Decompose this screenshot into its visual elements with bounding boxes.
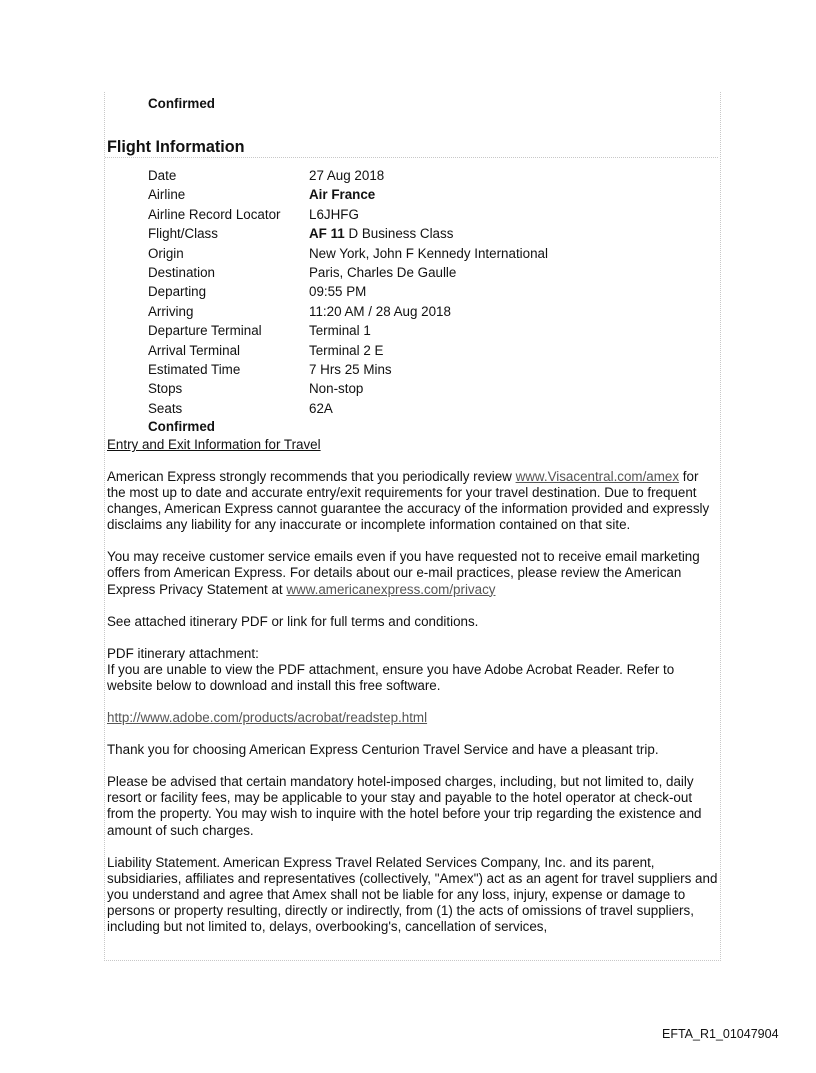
detail-value-stops: Non-stop — [309, 381, 364, 397]
detail-label: Arrival Terminal — [148, 342, 241, 358]
detail-label: Estimated Time — [148, 362, 241, 378]
itinerary-note: See attached itinerary PDF or link for full terms and conditions. — [107, 613, 479, 629]
detail-row-record-locator — [148, 205, 548, 224]
visacentral-link[interactable]: www.Visacentral.com/amex — [515, 469, 680, 484]
adobe-download-link[interactable]: http://www.adobe.com/products/acrobat/readstep.html — [107, 710, 428, 726]
travel-class: D Business Class — [344, 226, 454, 242]
detail-row-airline — [148, 185, 548, 204]
detail-row-seats — [148, 399, 548, 418]
detail-row-flight-class — [148, 224, 548, 243]
detail-value-departing: 09:55 PM — [309, 284, 367, 300]
privacy-paragraph — [107, 549, 719, 597]
detail-row-departure-terminal — [148, 321, 548, 340]
detail-value-destination: Paris, Charles De Gaulle — [309, 265, 457, 281]
detail-row-destination — [148, 263, 548, 282]
detail-value-arrival-terminal: Terminal 2 E — [309, 342, 384, 358]
privacy-link[interactable]: www.americanexpress.com/privacy — [286, 581, 496, 597]
detail-value-seats: 62A — [309, 400, 333, 416]
pdf-text: If you are unable to view the PDF attachment, ensure you have Adobe Acrobat Reader. Refer to website below to download and install this free software. — [107, 661, 675, 693]
pdf-heading: PDF itinerary attachment: — [107, 645, 259, 661]
detail-value-departure-terminal: Terminal 1 — [309, 323, 371, 339]
detail-label: Departure Terminal — [148, 323, 262, 339]
detail-label: Flight/Class — [148, 226, 218, 242]
privacy-text: You may receive customer service emails even if you have requested not to receive email marketing offers from American Express. For details about our e-mail practices, please review the American Express Privacy Statement at — [107, 549, 700, 597]
flight-information-title: Flight Information — [107, 138, 245, 156]
detail-label: Departing — [148, 284, 207, 300]
detail-value-airline: Air France — [309, 187, 376, 203]
section-divider — [105, 157, 718, 158]
detail-value-flight-class — [309, 224, 548, 243]
detail-label: Airline Record Locator — [148, 206, 281, 222]
detail-row-date — [148, 166, 548, 185]
detail-label: Stops — [148, 381, 183, 397]
detail-value-arriving: 11:20 AM / 28 Aug 2018 — [309, 303, 451, 319]
entry-exit-heading: Entry and Exit Information for Travel — [107, 437, 321, 452]
detail-row-stops — [148, 379, 548, 398]
thank-you-paragraph: Thank you for choosing American Express Centurion Travel Service and have a pleasant trip. — [107, 742, 659, 758]
detail-label: Date — [148, 168, 177, 183]
detail-row-estimated-time — [148, 360, 548, 379]
entry-exit-text-start: American Express strongly recommends that you periodically review — [107, 469, 516, 484]
email-body — [107, 469, 719, 951]
detail-label: Seats — [148, 400, 183, 416]
detail-label: Arriving — [148, 303, 194, 319]
pdf-paragraph — [107, 646, 719, 694]
detail-row-arriving — [148, 302, 548, 321]
liability-paragraph: Liability Statement. American Express Travel Related Services Company, Inc. and its parent, subsidiaries, affiliates and representatives (collectively, "Amex") act as an agent for travel suppliers and you understand and agree that Amex shall not be liable for any loss, injury, expense or damage to persons or property resulting, directly or indirectly, from (1) the acts of omissions of travel suppliers, including but not limited to, delays, overbooking's, cancellation of services, — [107, 854, 718, 934]
detail-label: Destination — [148, 265, 215, 281]
hotel-charges-paragraph: Please be advised that certain mandatory hotel-imposed charges, including, but not limited to, daily resort or facility fees, may be applicable to your stay and payable to the hotel operator at check-out from the property. You may wish to inquire with the hotel before your trip regarding the existence and amount of such charges. — [107, 774, 702, 838]
document-id: EFTA_R1_01047904 — [662, 1027, 779, 1041]
detail-row-arrival-terminal — [148, 341, 548, 360]
detail-row-origin — [148, 244, 548, 263]
booking-status-top: Confirmed — [148, 96, 215, 111]
flight-status: Confirmed — [148, 419, 215, 434]
detail-label: Airline — [148, 187, 186, 203]
flight-number: AF 11 — [309, 226, 345, 242]
detail-value-estimated-time: 7 Hrs 25 Mins — [309, 362, 392, 378]
adobe-link-paragraph — [107, 710, 719, 726]
entry-exit-paragraph — [107, 469, 719, 533]
entry-exit-text-end: for the most up to date and accurate entry/exit requirements for your travel destination. Due to frequent changes, American Express cannot guarantee the accuracy of the information provided and expressly disclaims any liability for any inaccurate or incomplete information contained on that site. — [107, 469, 710, 533]
detail-value-origin: New York, John F Kennedy International — [309, 245, 548, 261]
flight-details-table — [148, 166, 548, 418]
detail-value-record-locator: L6JHFG — [309, 206, 359, 222]
detail-label: Origin — [148, 245, 184, 261]
detail-row-departing — [148, 282, 548, 301]
detail-value-date: 27 Aug 2018 — [309, 168, 385, 183]
